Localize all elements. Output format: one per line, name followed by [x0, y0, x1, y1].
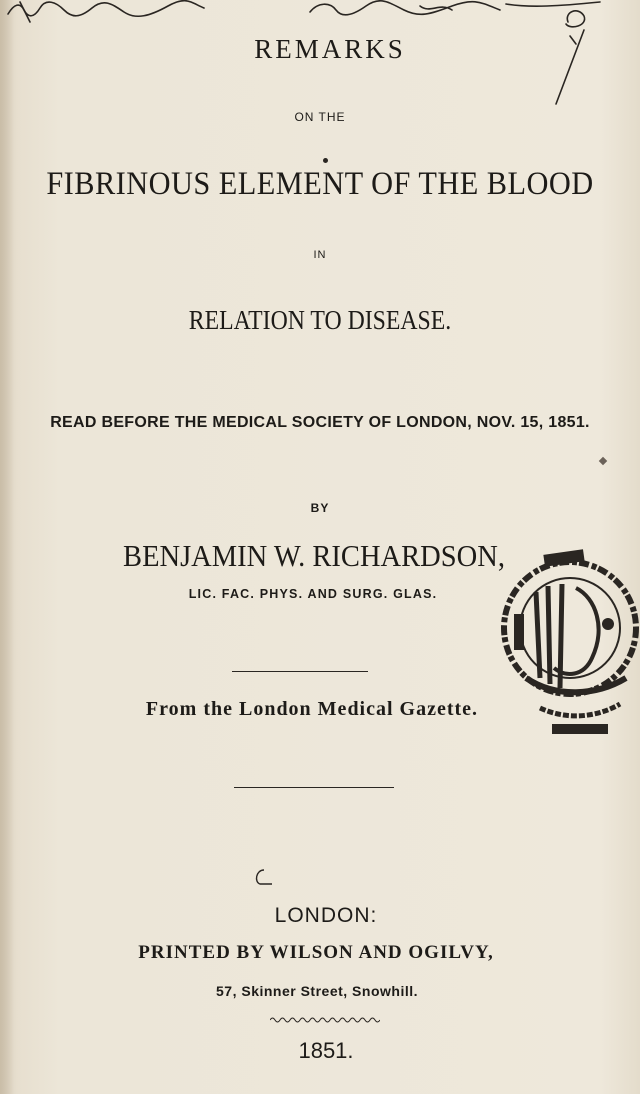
divider-rule — [232, 671, 368, 672]
main-title: FIBRINOUS ELEMENT OF THE BLOOD — [46, 166, 594, 202]
author-name: BENJAMIN W. RICHARDSON, — [123, 538, 505, 573]
printer-line: PRINTED BY WILSON AND OGILVY, — [138, 942, 494, 963]
pencil-mark-icon — [250, 866, 274, 890]
divider-rule — [234, 787, 394, 788]
library-stamp-icon — [496, 528, 640, 748]
ink-mark-icon — [599, 457, 607, 465]
subtitle: RELATION TO DISEASE. — [188, 305, 452, 335]
publication-year: 1851. — [298, 1038, 354, 1063]
by-label: BY — [310, 501, 330, 515]
source-line: From the London Medical Gazette. — [145, 698, 479, 720]
place-of-publication: LONDON: — [274, 904, 378, 927]
page-edge-shadow — [0, 0, 14, 1094]
on-the-label: ON THE — [294, 110, 346, 124]
in-label: IN — [313, 249, 327, 261]
read-before-line: READ BEFORE THE MEDICAL SOCIETY OF LONDON, NOV. 15, 1851. — [50, 414, 590, 431]
author-credentials: LIC. FAC. PHYS. AND SURG. GLAS. — [188, 587, 438, 601]
wavy-rule-icon — [270, 1016, 380, 1024]
heading-remarks: REMARKS — [254, 34, 406, 64]
printer-address: 57, Skinner Street, Snowhill. — [216, 983, 418, 999]
bullet-ornament-icon — [323, 158, 328, 163]
